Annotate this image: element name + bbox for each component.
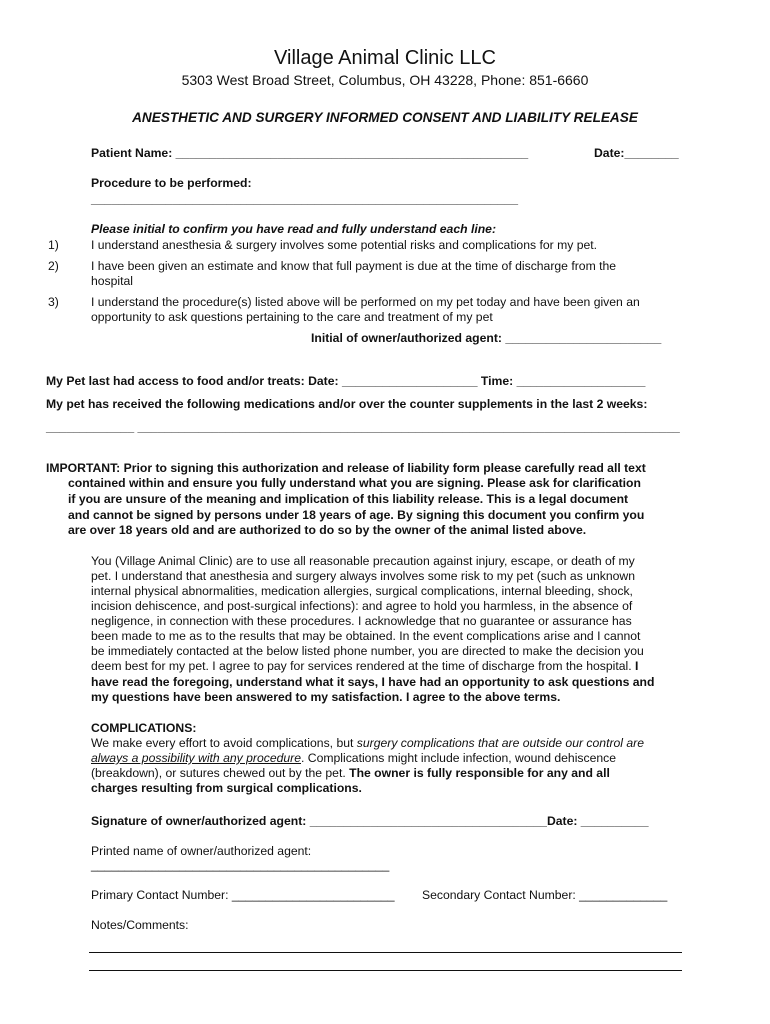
secondary-contact-field[interactable]: Secondary Contact Number: _____________ — [422, 888, 668, 902]
complications-bold-line: charges resulting from surgical complications. — [91, 781, 362, 795]
release-line-text: deem best for my pet. I agree to pay for services rendered at the time of discharge from the hospital. — [91, 659, 635, 673]
release-line: You (Village Animal Clinic) are to use all reasonable precaution against injury, escape, or death of my — [91, 554, 635, 568]
notes-label: Notes/Comments: — [91, 918, 189, 932]
notes-line[interactable] — [89, 952, 682, 953]
item-number: 1) — [48, 238, 59, 252]
consent-item-3: I understand the procedure(s) listed above will be performed on my pet today and have been given an — [91, 295, 640, 309]
notes-line[interactable] — [89, 970, 682, 971]
complications-italic: always a possibility with any procedure — [91, 751, 301, 765]
medications-label: My pet has received the following medications and/or over the counter supplements in the last 2 weeks: — [46, 397, 648, 411]
release-line: internal physical abnormalities, medication allergies, surgical complications, internal bleeding, shock, — [91, 584, 633, 598]
consent-item-1: I understand anesthesia & surgery involves some potential risks and complications for my pet. — [91, 238, 598, 252]
clinic-address: 5303 West Broad Street, Columbus, OH 43228, Phone: 851-6660 — [181, 72, 589, 88]
complications-italic: surgery complications that are outside our control are — [356, 736, 645, 750]
complications-line — [91, 766, 610, 780]
important-line: IMPORTANT: Prior to signing this authorization and release of liability form please carefully read all text — [46, 461, 646, 475]
complications-text: . Complications might include infection, wound dehiscence — [301, 751, 617, 765]
release-line-bold: I — [634, 659, 639, 673]
initial-field[interactable]: Initial of owner/authorized agent: _______________________ — [311, 331, 662, 345]
form-title: ANESTHETIC AND SURGERY INFORMED CONSENT AND LIABILITY RELEASE — [132, 110, 638, 125]
consent-item-2-cont: hospital — [91, 274, 134, 288]
item-number: 3) — [48, 295, 59, 309]
initials-instruction: Please initial to confirm you have read and fully understand each line: — [91, 222, 496, 236]
important-line: contained within and ensure you fully understand what you are signing. Please ask for clarification — [68, 476, 641, 490]
complications-line — [91, 751, 616, 765]
medications-field[interactable]: _____________ ________________________________________________________________________________ — [46, 420, 680, 434]
release-bold-line: have read the foregoing, understand what it says, I have had an opportunity to ask questions and — [91, 675, 655, 689]
complications-heading: COMPLICATIONS: — [91, 721, 197, 735]
patient-name-field[interactable]: Patient Name: ____________________________________________________ — [91, 146, 529, 160]
release-line: negligence, in connection with these procedures. I acknowledge that no guarantee or assurance has — [91, 614, 632, 628]
consent-item-2: I have been given an estimate and know that full payment is due at the time of discharge from the — [91, 259, 617, 273]
procedure-field[interactable]: _______________________________________________________________ — [91, 192, 519, 206]
date-field[interactable]: Date:________ — [594, 146, 679, 160]
consent-item-3-cont: opportunity to ask questions pertaining to the care and treatment of my pet — [91, 310, 493, 324]
primary-contact-field[interactable]: Primary Contact Number: ________________________ — [91, 888, 395, 902]
complications-line — [91, 736, 644, 750]
release-bold-line: my questions have been answered to my satisfaction. I agree to the above terms. — [91, 690, 561, 704]
complications-text: We make every effort to avoid complications, but — [91, 736, 357, 750]
signature-field[interactable]: Signature of owner/authorized agent: ___________________________________Date: __________ — [91, 814, 649, 828]
procedure-label: Procedure to be performed: — [91, 176, 252, 190]
important-line: are over 18 years old and are authorized to do so by the owner of the animal listed above. — [68, 523, 587, 537]
printed-name-field[interactable]: ____________________________________________ — [91, 858, 390, 872]
release-line: be immediately contacted at the below listed phone number, you are directed to make the decision you — [91, 644, 644, 658]
complications-text: (breakdown), or sutures chewed out by the pet. — [91, 766, 350, 780]
clinic-name: Village Animal Clinic LLC — [274, 47, 496, 69]
printed-name-label: Printed name of owner/authorized agent: — [91, 844, 312, 858]
release-line: incision dehiscence, and post-surgical infections): and agree to hold you harmless, in the absence of — [91, 599, 633, 613]
release-line: been made to me as to the results that may be obtained. In the event complications arise and I cannot — [91, 629, 641, 643]
release-line: pet. I understand that anesthesia and surgery always involves some risk to my pet (such as unknown — [91, 569, 635, 583]
food-access-field[interactable]: My Pet last had access to food and/or treats: Date: ____________________ Time: ___________________ — [46, 374, 646, 388]
important-line: and cannot be signed by persons under 18 years of age. By signing this document you confirm you — [68, 508, 645, 522]
item-number: 2) — [48, 259, 59, 273]
important-line: if you are unsure of the meaning and implication of this liability release. This is a legal document — [68, 492, 629, 506]
release-line — [91, 659, 638, 673]
complications-bold: The owner is fully responsible for any and all — [349, 766, 610, 780]
